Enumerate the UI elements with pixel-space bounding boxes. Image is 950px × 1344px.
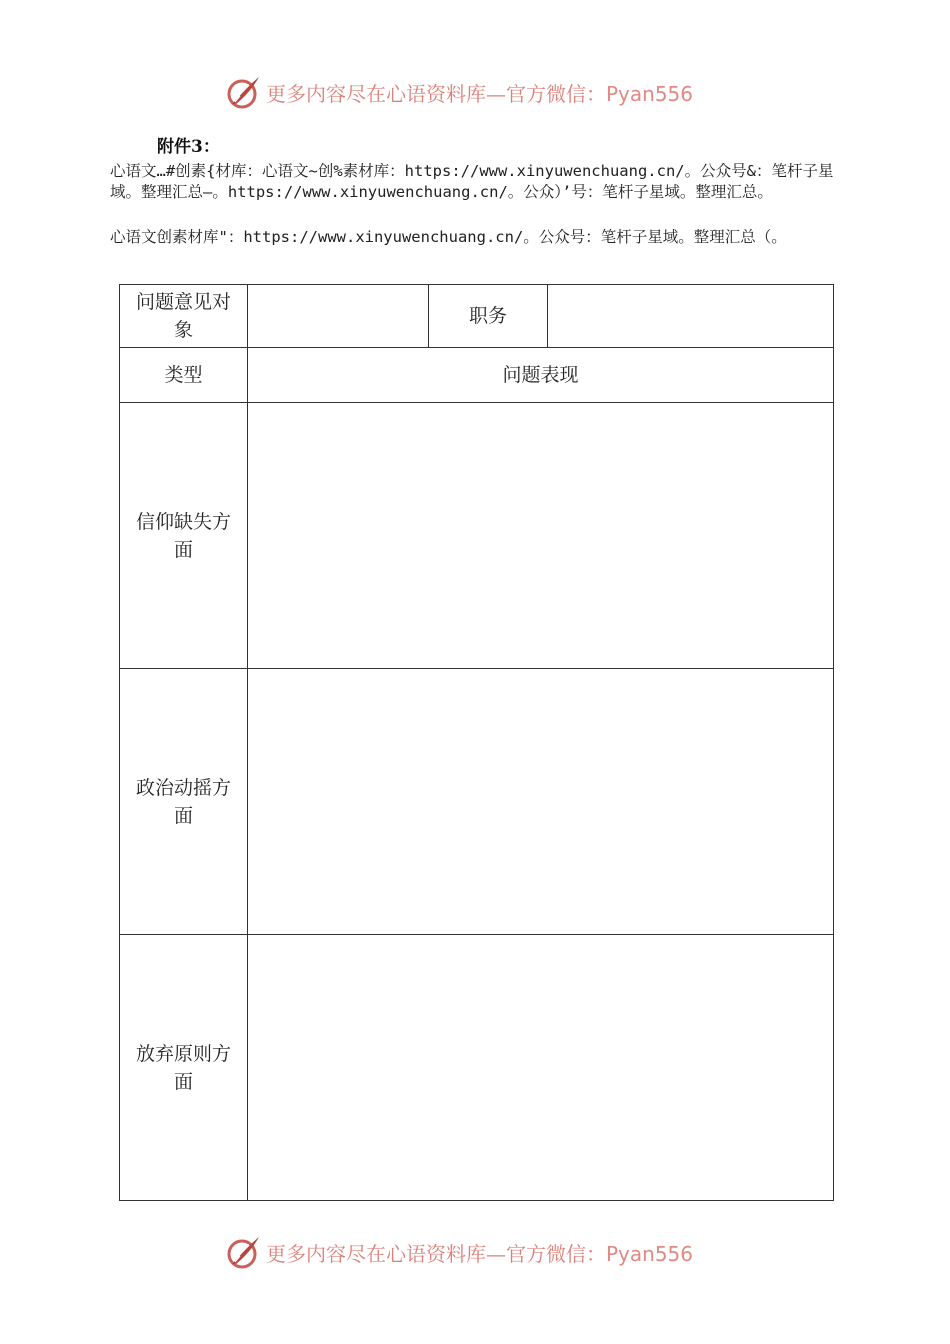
wechat-id: Pyan556 — [606, 1241, 694, 1266]
header-banner — [226, 72, 746, 112]
content-cell[interactable] — [248, 403, 834, 669]
category-label: 政治动摇方面 — [135, 776, 231, 827]
content-cell[interactable] — [248, 935, 834, 1201]
table-row — [120, 935, 834, 1201]
attachment-label: 附件3： — [157, 137, 220, 157]
footer-banner — [226, 1232, 746, 1272]
object-label-cell — [120, 285, 248, 348]
issue-form-table — [119, 284, 834, 1201]
content-cell[interactable] — [248, 669, 834, 935]
position-value-cell[interactable] — [548, 285, 834, 348]
object-value-cell[interactable] — [248, 285, 429, 348]
category-cell — [120, 403, 248, 669]
category-label: 信仰缺失方面 — [135, 510, 231, 561]
watermark-paragraph-2: 心语文创素材库"：https://www.xinyuwenchuang.cn/。公众号：笔杆子星域。整理汇总（。 — [110, 228, 787, 246]
wechat-id: Pyan556 — [606, 81, 694, 106]
category-cell — [120, 935, 248, 1201]
type-header: 类型 — [120, 348, 248, 403]
banner-text: 更多内容尽在心语资料库—官方微信：Pyan556 — [266, 1241, 694, 1266]
object-label: 问题意见对象 — [135, 291, 231, 341]
manifestation-header: 问题表现 — [248, 348, 834, 403]
watermark-paragraph-1: 心语文…#创素{材库：心语文~创%素材库：https://www.xinyuwenchuang.cn/。公众号&：笔杆子星域。整理汇总—。https://www.xinyuwenchuang.cn/。公众）’号：笔杆子星域。整理汇总。 — [110, 162, 834, 201]
table-row — [120, 403, 834, 669]
table-row — [120, 669, 834, 935]
quill-logo-icon — [226, 1234, 262, 1270]
position-label-cell: 职务 — [429, 285, 548, 348]
banner-text: 更多内容尽在心语资料库—官方微信：Pyan556 — [266, 81, 694, 106]
quill-logo-icon — [226, 74, 262, 110]
category-cell — [120, 669, 248, 935]
category-label: 放弃原则方面 — [135, 1042, 231, 1093]
table-row — [120, 285, 834, 348]
table-row — [120, 348, 834, 403]
